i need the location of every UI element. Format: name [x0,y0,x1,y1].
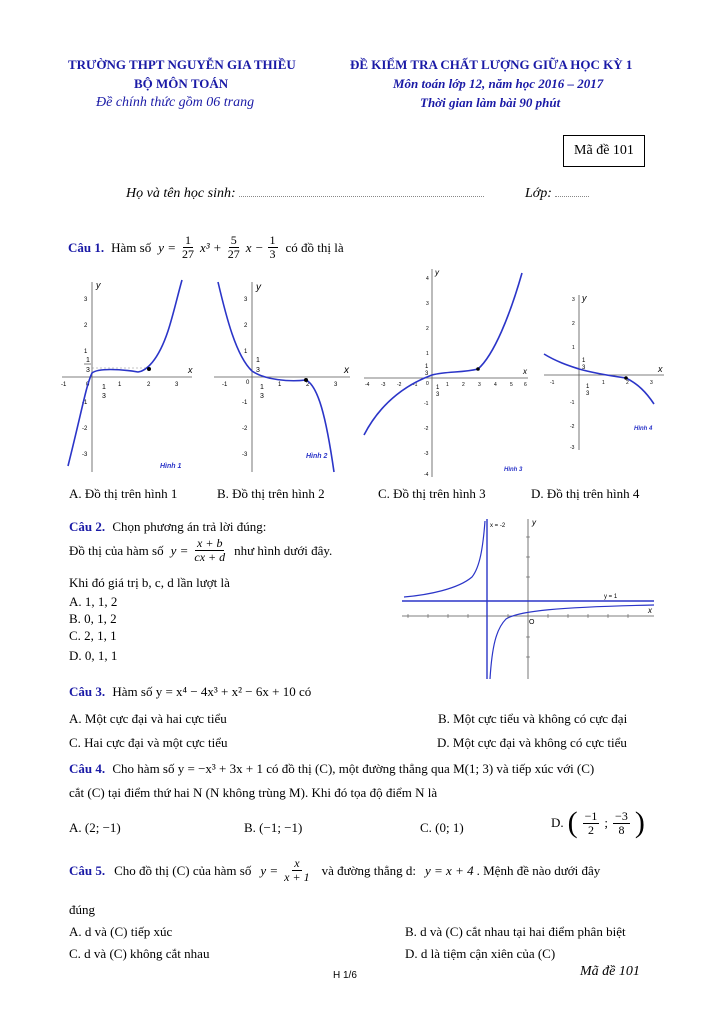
q2-option-a[interactable]: A. 1, 1, 2 [69,594,118,609]
g1-tick-y1: 1 [84,349,88,355]
graph-2 [210,276,355,476]
g3-tick-y3: 3 [426,301,429,307]
g4-tick-x3: 3 [650,380,653,386]
g1-point [147,367,151,371]
q2-x-label: x [648,606,652,615]
class-row [525,186,589,202]
g1-third-num: 1 [86,357,90,364]
g1-x-label: x [188,365,193,375]
q2-frac-num: x + b [197,536,223,550]
g4-tick-ym3: -3 [570,445,575,451]
g3-tick-x1: 1 [446,382,449,388]
exam-code-box [563,135,645,167]
g4-point [624,376,628,380]
g3-tick-ym1: -1 [424,401,429,407]
q4-option-d-paren-close: ) [634,806,645,839]
g2-y-label: y [256,282,261,293]
q1-x3: x³ + [200,239,222,255]
g2-tick-y1: 1 [244,349,248,355]
q1-frac-2-num: 5 [230,233,237,247]
q5-post: . Mệnh đề nào dưới đây [476,862,601,878]
g4-negthird-den: 3 [586,391,590,397]
q3-option-c[interactable]: C. Hai cực đại và một cực tiểu [69,735,228,750]
g1-origin: 0 [86,382,90,388]
q4-d-frac-1 [583,810,600,837]
g4-tick-y3: 3 [572,297,575,303]
q2-func-y: y = [170,542,189,558]
q4-d-frac-1-den: 2 [588,822,595,837]
q5-line: y = x + 4 [425,862,474,878]
g3-point [476,367,480,371]
q4-stem-row [69,761,594,777]
q1-frac-1-den: 27 [182,247,195,261]
g4-tick-ym1: -1 [570,400,575,406]
q5-pre: Cho đồ thị (C) của hàm số [114,862,252,878]
q1-func-y: y = [158,239,177,255]
g2-x-label: x [344,365,349,376]
g2-tick-y2: 2 [244,323,248,329]
g1-tick-xm1: -1 [61,382,67,388]
g1-negthird-num: 1 [102,384,106,391]
g3-x-label: x [523,367,527,376]
q4-option-d[interactable] [551,808,645,838]
graph-1 [58,276,198,476]
q5-frac-den: x + 1 [284,870,310,884]
g1-tick-y2: 2 [84,323,88,329]
q5-frac [282,857,311,884]
q4-stem2: cắt (C) tại điểm thứ hai N (N không trùng M). Khi đó tọa độ điểm N là [69,785,438,800]
footer-exam-code: Mã đề 101 [580,964,640,979]
g3-negthird-num: 1 [436,385,440,391]
g3-third-num: 1 [425,364,429,370]
g3-tick-x2: 2 [462,382,465,388]
q2-branch-left [404,521,485,597]
g2-third-num: 1 [256,357,260,364]
exam-duration: Thời gian làm bài 90 phút [420,95,561,110]
q5-label: Câu 5. [69,862,106,878]
g3-tick-y2: 2 [426,326,429,332]
g2-tick-x3: 3 [334,382,338,388]
q3-stem: Hàm số y = x⁴ − 4x³ + x² − 6x + 10 có [112,684,312,699]
g3-tick-x5: 5 [510,382,513,388]
q2-origin-label: O [529,619,535,626]
g3-origin: 0 [426,381,429,387]
department-name: BỘ MÔN TOÁN [134,76,229,91]
g1-tick-x2: 2 [147,382,151,388]
q1-option-a[interactable]: A. Đồ thị trên hình 1 [69,486,178,501]
g4-tick-ym2: -2 [570,424,575,430]
g3-tick-xm1: -1 [413,382,418,388]
g3-tick-x6: 6 [524,382,527,388]
q3-label: Câu 3. [69,684,106,699]
g3-tick-xm2: -2 [397,382,402,388]
q2-stem-row [69,537,332,564]
q5-cont: đúng [69,902,95,917]
g2-negthird-den: 3 [260,393,264,400]
official-note: Đề chính thức gồm 06 trang [96,95,255,110]
g4-tick-y2: 2 [572,321,575,327]
q4-d-frac-2-den: 8 [618,822,625,837]
g4-third-num: 1 [582,358,586,364]
q4-option-c[interactable]: C. (0; 1) [420,820,464,835]
q2-label: Câu 2. [69,519,106,534]
g3-third-den: 3 [425,371,429,377]
q1-frac-3-num: 1 [269,233,276,247]
q1-lead: Hàm số [111,239,152,255]
g3-tick-y1: 1 [426,351,429,357]
exam-code: Mã đề 101 [574,143,634,158]
graph-3 [362,265,532,480]
q2-y-label: y [532,518,536,527]
g3-tick-x4: 4 [494,382,497,388]
page-number: H 1/6 [333,970,357,981]
q2-line1-post: như hình dưới đây. [234,542,333,558]
g3-tick-ym3: -3 [424,451,429,457]
q2-instruction: Chọn phương án trả lời đúng: [112,519,267,534]
g1-tick-ym2: -2 [82,426,88,432]
q5-func-y: y = [260,862,279,878]
g4-negthird-num: 1 [586,384,590,390]
g2-negthird-num: 1 [260,384,264,391]
student-name-field[interactable] [239,196,484,197]
exam-title: ĐỀ KIỂM TRA CHẤT LƯỢNG GIỮA HỌC KỲ 1 [350,57,633,72]
q1-option-d[interactable]: D. Đồ thị trên hình 4 [531,486,640,501]
g3-tick-ym4: -4 [424,472,429,478]
g2-tick-ym2: -2 [242,426,248,432]
g3-negthird-den: 3 [436,392,440,398]
q4-d-frac-1-num: −1 [584,808,598,823]
g2-tick-ym3: -3 [242,452,248,458]
q5-option-c[interactable]: C. d và (C) không cắt nhau [69,946,210,961]
g1-third-den: 3 [86,367,90,374]
g2-caption: Hình 2 [306,453,328,460]
g3-tick-y4: 4 [426,276,429,282]
g4-tick-y1: 1 [572,345,575,351]
q5-frac-num: x [294,856,300,870]
g3-tick-ym2: -2 [424,426,429,432]
g1-tick-ym1: -1 [82,400,88,406]
q1-x-minus: x − [245,239,264,255]
q3-option-b[interactable]: B. Một cực tiểu và không có cực đại [438,711,628,726]
graph-4 [542,292,667,452]
g2-tick-xm1: -1 [222,382,228,388]
q2-line1-pre: Đồ thị của hàm số [69,542,164,558]
g4-curve [544,354,654,404]
q4-stem1: Cho hàm số y = −x³ + 3x + 1 có đồ thị (C), một đường thẳng qua M(1; 3) và tiếp xúc với (C) [112,761,595,776]
g4-tick-x2: 2 [626,380,629,386]
g3-tick-xm3: -3 [381,382,386,388]
q1-frac-3 [268,234,278,261]
q3-option-d[interactable]: D. Một cực đại và không có cực tiểu [437,735,627,750]
q1-label: Câu 1. [68,239,105,255]
g2-tick-y3: 3 [244,297,248,303]
q2-frac-den: cx + d [194,550,226,564]
q2-option-b[interactable]: B. 0, 1, 2 [69,611,117,626]
g1-y-label: y [96,280,101,290]
g3-tick-x3: 3 [478,382,481,388]
g3-y-label: y [435,268,439,277]
g1-tick-y3: 3 [84,297,88,303]
g1-caption: Hình 1 [160,463,182,470]
g2-third-den: 3 [256,367,260,374]
g4-tick-xm1: -1 [550,380,555,386]
q1-frac-2 [226,234,242,261]
school-name: TRƯỜNG THPT NGUYỄN GIA THIỀU [68,57,296,72]
q2-vasym-label: x = -2 [490,523,506,529]
q1-frac-1 [180,234,196,261]
q2-option-c[interactable]: C. 2, 1, 1 [69,628,117,643]
q5-option-d[interactable]: D. d là tiệm cận xiên của (C) [405,946,556,961]
q4-label: Câu 4. [69,761,106,776]
g1-tick-x1: 1 [118,382,122,388]
g1-negthird-den: 3 [102,393,106,400]
q2-graph [398,517,658,682]
g2-tick-ym1: -1 [242,400,248,406]
g2-origin: 0 [246,380,250,386]
g2-point [304,378,308,382]
q2-line2: Khi đó giá trị b, c, d lần lượt là [69,575,230,590]
q2-instruction-row [69,519,266,535]
q5-stem-row [69,857,600,884]
g3-tick-xm4: -4 [365,382,370,388]
q4-d-sep: ; [604,815,609,830]
g4-tick-x1: 1 [602,380,605,386]
q2-option-d[interactable]: D. 0, 1, 1 [69,648,118,663]
q2-ticks [408,537,628,657]
subject-year: Môn toán lớp 12, năm học 2016 – 2017 [393,76,604,91]
q1-frac-1-num: 1 [185,233,192,247]
class-label: Lớp: [525,186,552,201]
g2-tick-x1: 1 [278,382,282,388]
q3-stem-row [69,684,311,700]
g4-y-label: y [582,293,587,303]
q1-stem [68,234,344,261]
q4-option-a[interactable]: A. (2; −1) [69,820,121,835]
student-name-row [126,186,484,202]
q3-option-a[interactable]: A. Một cực đại và hai cực tiểu [69,711,227,726]
q1-frac-3-den: 3 [269,247,276,261]
g4-x-label: x [658,364,663,374]
q5-option-b[interactable]: B. d và (C) cắt nhau tại hai điểm phân biệt [405,924,626,939]
g3-caption: Hình 3 [504,467,523,473]
q1-option-c[interactable]: C. Đồ thị trên hình 3 [378,486,486,501]
q1-option-b[interactable]: B. Đồ thị trên hình 2 [217,486,325,501]
q2-frac [192,537,227,564]
q4-d-frac-2 [613,810,630,837]
q4-option-d-letter: D. [551,815,564,830]
student-name-label: Họ và tên học sinh: [126,186,236,201]
q2-hasym-label: y = 1 [604,594,618,600]
g4-caption: Hình 4 [634,426,653,432]
g2-tick-x2: 2 [306,382,310,388]
class-field[interactable] [555,196,589,197]
q4-d-frac-2-num: −3 [615,808,628,823]
q4-option-d-paren-open: ( [567,806,578,839]
g1-tick-ym3: -3 [82,452,88,458]
g1-tick-x3: 3 [175,382,179,388]
g3-curve [364,273,522,435]
q1-tail: có đồ thị là [285,239,344,255]
q1-frac-2-den: 27 [227,247,240,261]
q5-option-a[interactable]: A. d và (C) tiếp xúc [69,924,173,939]
g4-third-den: 3 [582,365,586,371]
q5-mid: và đường thẳng d: [321,862,417,878]
q4-option-b[interactable]: B. (−1; −1) [244,820,303,835]
